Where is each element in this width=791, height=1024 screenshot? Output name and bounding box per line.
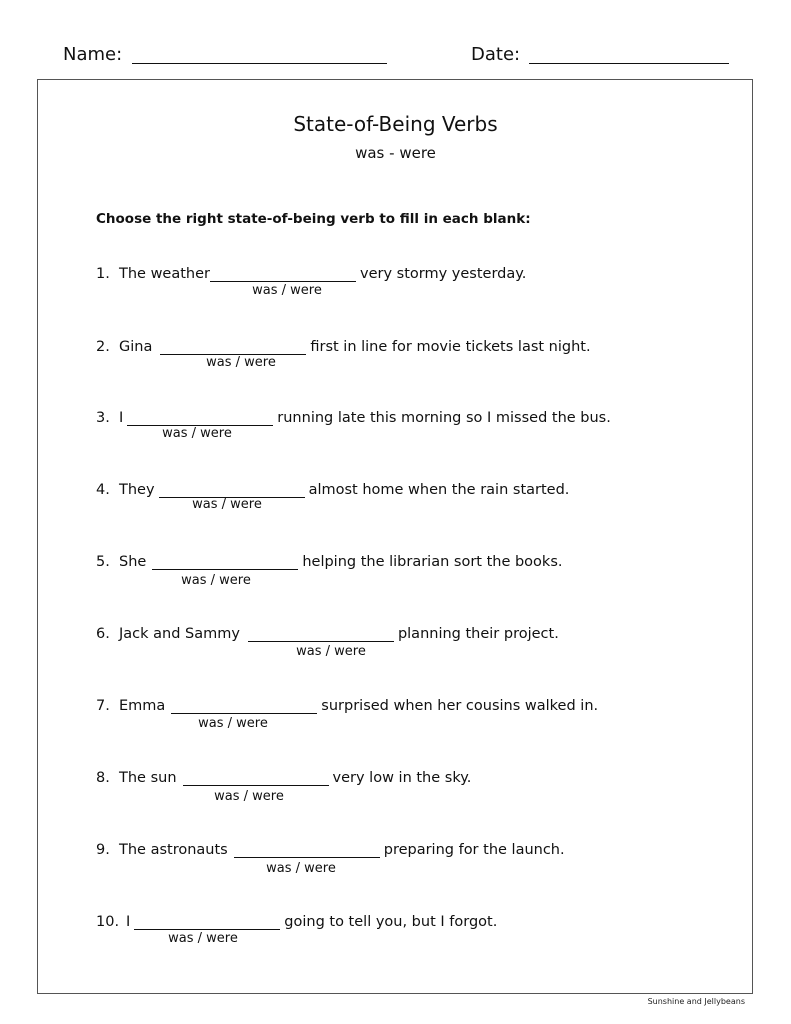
question-number: 8. — [96, 770, 110, 786]
worksheet-subtitle: was - were — [355, 144, 436, 162]
question-1 — [96, 264, 526, 284]
question-number: 10. — [96, 914, 120, 930]
verb-hint: was / were — [168, 931, 238, 946]
question-number: 6. — [96, 626, 110, 642]
verb-hint: was / were — [252, 283, 322, 298]
name-field[interactable] — [132, 63, 387, 64]
answer-blank[interactable] — [234, 843, 380, 858]
verb-hint: was / were — [192, 497, 262, 512]
question-text-before: I — [119, 410, 124, 426]
answer-blank[interactable] — [171, 699, 317, 714]
question-text-after: very stormy yesterday. — [360, 266, 527, 282]
verb-hint: was / were — [206, 355, 276, 370]
answer-blank[interactable] — [159, 483, 305, 498]
verb-hint: was / were — [214, 789, 284, 804]
answer-blank[interactable] — [210, 267, 356, 282]
question-text-before: The astronauts — [119, 842, 228, 858]
worksheet-title: State-of-Being Verbs — [293, 112, 498, 136]
question-number: 9. — [96, 842, 110, 858]
question-number: 1. — [96, 266, 110, 282]
answer-blank[interactable] — [127, 411, 273, 426]
question-text-after: running late this morning so I missed the bus. — [277, 410, 611, 426]
question-text-before: The sun — [119, 770, 177, 786]
question-number: 7. — [96, 698, 110, 714]
question-text-before: Emma — [119, 698, 166, 714]
answer-blank[interactable] — [248, 627, 394, 642]
answer-blank[interactable] — [183, 771, 329, 786]
question-3 — [96, 408, 611, 428]
question-7 — [96, 696, 598, 716]
question-text-before: Jack and Sammy — [119, 626, 240, 642]
question-number: 3. — [96, 410, 110, 426]
verb-hint: was / were — [296, 644, 366, 659]
question-text-before: She — [119, 554, 147, 570]
question-10 — [96, 912, 497, 932]
question-text-before: They — [119, 482, 155, 498]
question-9 — [96, 840, 565, 860]
question-5 — [96, 552, 563, 572]
question-text-after: planning their project. — [397, 626, 559, 642]
answer-blank[interactable] — [134, 915, 280, 930]
question-text-after: almost home when the rain started. — [308, 482, 570, 498]
question-number: 5. — [96, 554, 110, 570]
verb-hint: was / were — [181, 573, 251, 588]
question-2 — [96, 337, 591, 357]
answer-blank[interactable] — [152, 555, 298, 570]
instructions: Choose the right state-of-being verb to fill in each blank: — [96, 211, 531, 227]
question-text-before: The weather — [119, 266, 211, 282]
date-label: Date: — [471, 44, 521, 65]
question-8 — [96, 768, 471, 788]
question-text-before: I — [126, 914, 131, 930]
footer-credit: Sunshine and Jellybeans — [647, 997, 745, 1006]
question-text-after: first in line for movie tickets last night. — [310, 339, 591, 355]
question-6 — [96, 624, 559, 644]
question-text-after: very low in the sky. — [332, 770, 472, 786]
question-number: 2. — [96, 339, 110, 355]
verb-hint: was / were — [198, 716, 268, 731]
question-number: 4. — [96, 482, 110, 498]
date-field[interactable] — [529, 63, 729, 64]
question-text-after: going to tell you, but I forgot. — [284, 914, 498, 930]
question-text-before: Gina — [119, 339, 153, 355]
question-text-after: helping the librarian sort the books. — [302, 554, 563, 570]
verb-hint: was / were — [266, 861, 336, 876]
verb-hint: was / were — [162, 426, 232, 441]
question-text-after: surprised when her cousins walked in. — [321, 698, 599, 714]
answer-blank[interactable] — [160, 340, 306, 355]
question-text-after: preparing for the launch. — [383, 842, 565, 858]
name-label: Name: — [63, 44, 123, 65]
